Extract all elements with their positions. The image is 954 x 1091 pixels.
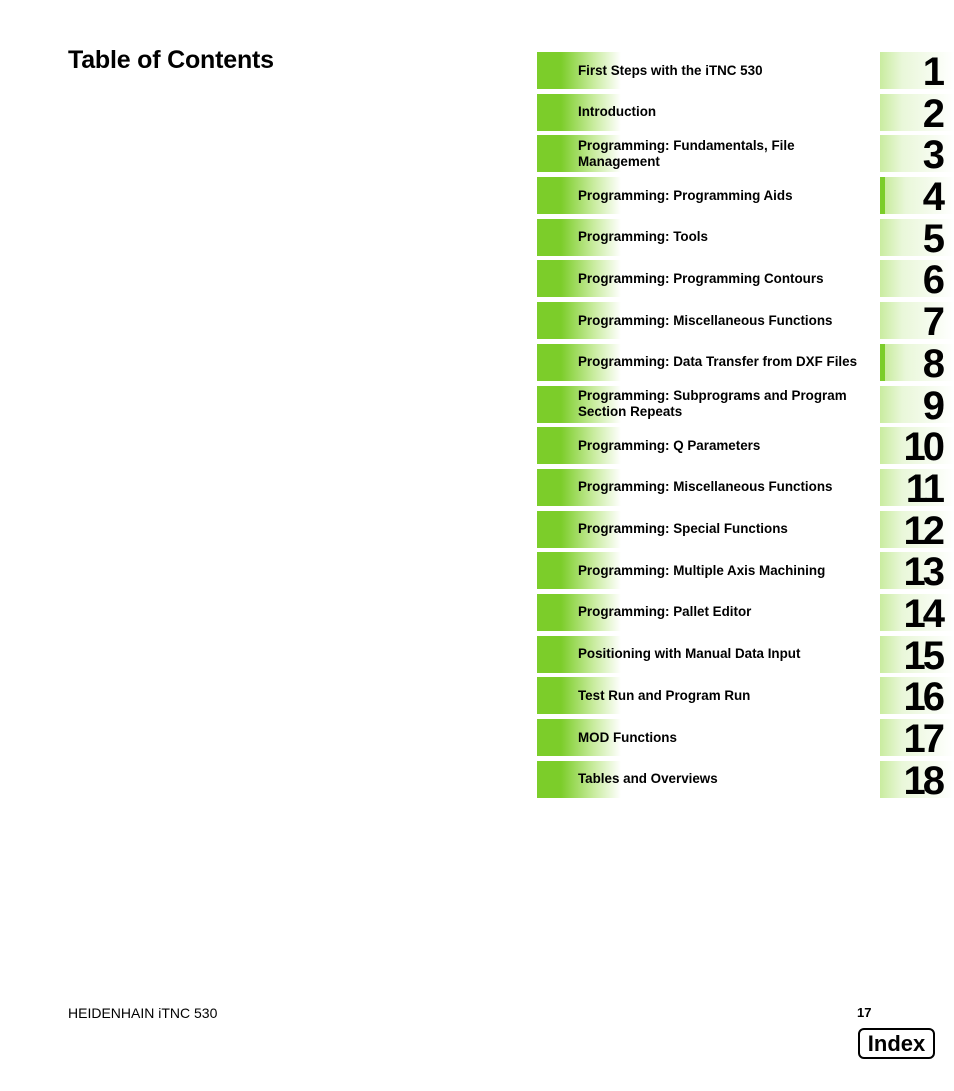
toc-item[interactable] bbox=[537, 216, 954, 261]
toc-item[interactable] bbox=[537, 91, 954, 136]
toc-item[interactable] bbox=[537, 508, 954, 553]
chapter-number-tab[interactable] bbox=[880, 91, 954, 136]
toc-item-label[interactable]: Programming: Subprograms and Program Section Repeats bbox=[578, 388, 847, 419]
toc-item-label[interactable]: Introduction bbox=[578, 104, 657, 120]
chapter-number-tab[interactable] bbox=[880, 591, 954, 636]
chapter-number: 15 bbox=[903, 633, 942, 678]
chapter-number: 2 bbox=[922, 91, 942, 136]
chapter-number: 1 bbox=[922, 50, 942, 94]
toc-item[interactable] bbox=[537, 425, 954, 470]
toc-item-label[interactable]: Programming: Tools bbox=[578, 229, 708, 245]
toc-item-label[interactable]: MOD Functions bbox=[578, 729, 677, 745]
chapter-tab-bar bbox=[537, 427, 561, 464]
chapter-number-tab[interactable] bbox=[880, 466, 954, 511]
chapter-tab-bar bbox=[537, 719, 561, 756]
chapter-tab-bar bbox=[537, 386, 561, 423]
chapter-tab-bar bbox=[537, 677, 561, 714]
chapter-number-tab[interactable] bbox=[880, 675, 954, 720]
chapter-tab-bar bbox=[537, 469, 561, 506]
chapter-number: 12 bbox=[903, 508, 942, 553]
toc-item-label[interactable]: Programming: Pallet Editor bbox=[578, 604, 752, 620]
chapter-number-tab[interactable] bbox=[880, 508, 954, 553]
toc-item[interactable] bbox=[537, 383, 954, 428]
chapter-tab-bar bbox=[537, 552, 561, 589]
toc-item[interactable] bbox=[537, 133, 954, 178]
chapter-number-tab[interactable] bbox=[880, 383, 954, 428]
toc-item-label[interactable]: Programming: Data Transfer from DXF Files bbox=[578, 354, 858, 370]
toc-item[interactable] bbox=[537, 341, 954, 386]
toc-item-label[interactable]: Programming: Miscellaneous Functions bbox=[578, 479, 833, 495]
toc-item[interactable] bbox=[537, 758, 954, 803]
chapter-number: 10 bbox=[903, 425, 942, 470]
chapter-tab-bar bbox=[537, 135, 561, 172]
toc-item[interactable] bbox=[537, 550, 954, 595]
chapter-number-tab[interactable] bbox=[880, 216, 954, 261]
chapter-number-tab[interactable] bbox=[880, 133, 954, 178]
chapter-number: 4 bbox=[922, 175, 942, 220]
chapter-number-tab[interactable] bbox=[880, 258, 954, 303]
chapter-number-tab[interactable] bbox=[880, 550, 954, 595]
chapter-number: 11 bbox=[905, 466, 942, 511]
chapter-number: 8 bbox=[922, 341, 942, 386]
toc-item[interactable] bbox=[537, 300, 954, 345]
toc-item-label[interactable]: Programming: Programming Aids bbox=[578, 187, 793, 203]
chapter-number-tab[interactable] bbox=[880, 425, 954, 470]
chapter-number-tab[interactable] bbox=[880, 717, 954, 761]
chapter-number: 18 bbox=[903, 758, 942, 803]
chapter-tab-bar bbox=[537, 177, 561, 214]
toc-item[interactable] bbox=[537, 466, 954, 511]
chapter-number: 13 bbox=[903, 550, 942, 595]
chapter-tab-bar bbox=[537, 511, 561, 548]
toc-item-label[interactable]: Test Run and Program Run bbox=[578, 687, 751, 703]
toc-item[interactable] bbox=[537, 717, 954, 761]
toc-item-label[interactable]: Tables and Overviews bbox=[578, 771, 718, 787]
toc-list bbox=[537, 52, 954, 802]
chapter-number-tab[interactable] bbox=[880, 341, 954, 386]
toc-item-label[interactable]: Programming: Special Functions bbox=[578, 521, 788, 537]
chapter-number: 9 bbox=[922, 383, 942, 428]
toc-item[interactable] bbox=[537, 50, 954, 94]
chapter-number-tab[interactable] bbox=[880, 758, 954, 803]
toc-item[interactable] bbox=[537, 175, 954, 220]
index-button[interactable]: Index bbox=[858, 1028, 935, 1059]
chapter-number-tab[interactable] bbox=[880, 300, 954, 345]
toc-item[interactable] bbox=[537, 675, 954, 720]
chapter-tab-bar bbox=[537, 344, 561, 381]
chapter-number-tab[interactable] bbox=[880, 50, 954, 94]
toc-item[interactable] bbox=[537, 258, 954, 303]
page-title: Table of Contents bbox=[68, 46, 274, 74]
chapter-tab-bar bbox=[537, 761, 561, 798]
toc-item[interactable] bbox=[537, 633, 954, 678]
chapter-tab-bar bbox=[537, 52, 561, 89]
toc-item-label[interactable]: Programming: Q Parameters bbox=[578, 437, 761, 453]
footer-product-name: HEIDENHAIN iTNC 530 bbox=[68, 1005, 218, 1021]
toc-item-label[interactable]: Positioning with Manual Data Input bbox=[578, 646, 801, 662]
chapter-number: 16 bbox=[903, 675, 942, 720]
toc-item-label[interactable]: Programming: Multiple Axis Machining bbox=[578, 562, 826, 578]
toc-item-label[interactable]: First Steps with the iTNC 530 bbox=[578, 62, 763, 78]
chapter-tab-bar bbox=[537, 260, 561, 297]
chapter-tab-bar bbox=[537, 594, 561, 631]
chapter-tab-bar bbox=[537, 636, 561, 673]
chapter-tab-bar bbox=[537, 219, 561, 256]
chapter-number: 7 bbox=[922, 300, 942, 345]
chapter-number: 6 bbox=[922, 258, 942, 303]
toc-item-label[interactable]: Programming: Miscellaneous Functions bbox=[578, 312, 833, 328]
toc-item[interactable] bbox=[537, 591, 954, 636]
chapter-number-tab[interactable] bbox=[880, 633, 954, 678]
chapter-number-tab[interactable] bbox=[880, 175, 954, 220]
toc-item-label[interactable]: Programming: Programming Contours bbox=[578, 270, 824, 286]
chapter-number: 14 bbox=[903, 591, 942, 636]
chapter-number: 5 bbox=[922, 216, 942, 261]
chapter-tab-bar bbox=[537, 302, 561, 339]
chapter-tab-bar bbox=[537, 94, 561, 131]
chapter-number: 3 bbox=[922, 133, 942, 178]
page-number: 17 bbox=[857, 1005, 872, 1020]
chapter-number: 17 bbox=[903, 717, 942, 761]
toc-item-label[interactable]: Programming: Fundamentals, File Management bbox=[578, 137, 795, 169]
